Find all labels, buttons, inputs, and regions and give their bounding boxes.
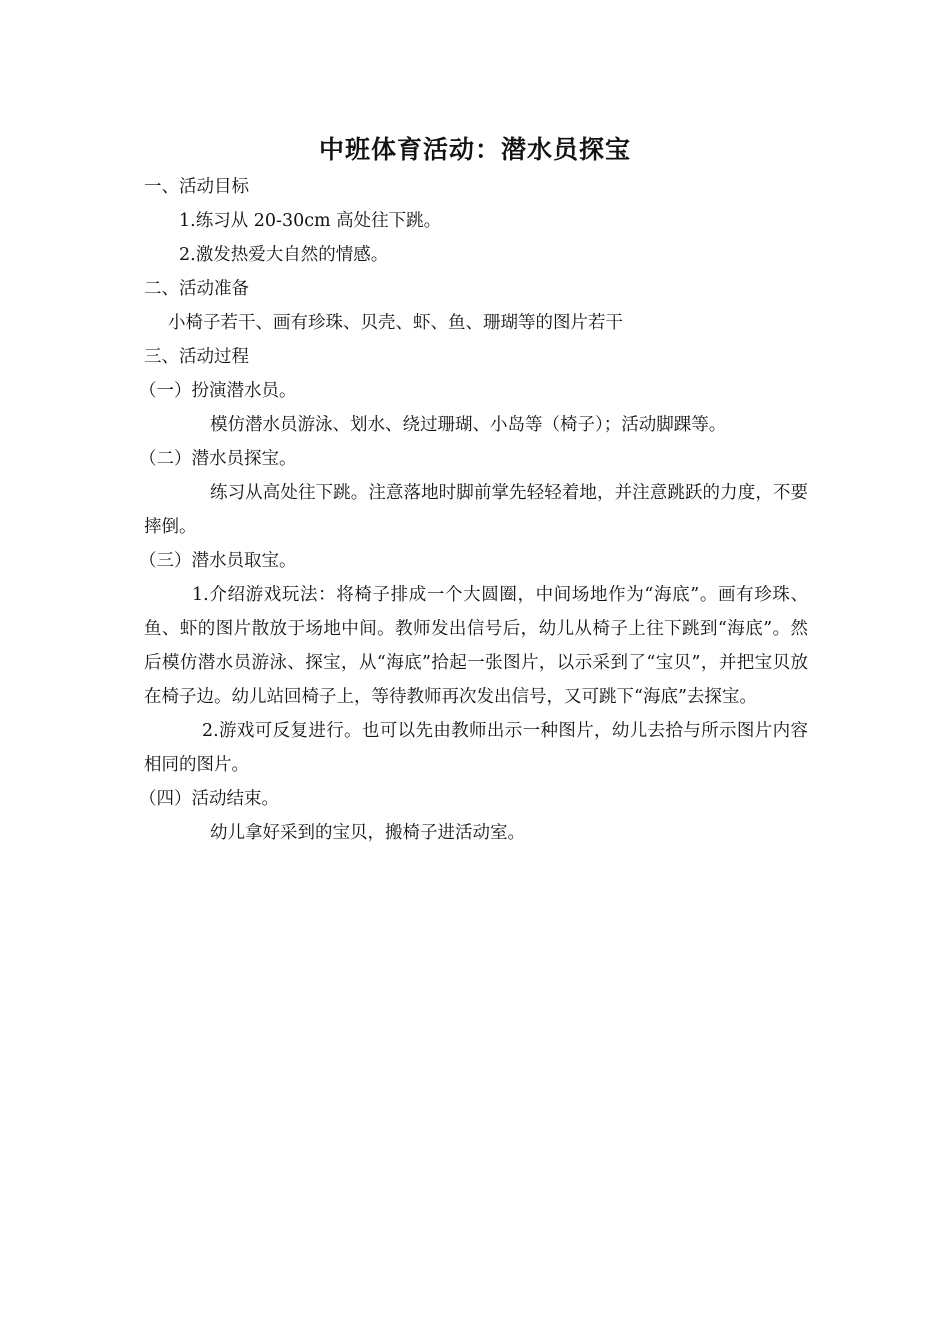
preparation-text: 小椅子若干、画有珍珠、贝壳、虾、鱼、珊瑚等的图片若干	[168, 313, 623, 333]
section-heading-process: 三、活动过程	[144, 347, 249, 367]
process-part-4-heading: （四）活动结束。	[139, 789, 279, 809]
section-heading-preparation: 二、活动准备	[144, 279, 249, 299]
process-part-3-item-1: 1.介绍游戏玩法：将椅子排成一个大圆圈，中间场地作为“海底”。画有珍珠、鱼、虾的图片散放于场地中间。教师发出信号后，幼儿从椅子上往下跳到“海底”。然后模仿潜水员游泳、探宝，从“海底”拾起一张图片，以示采到了“宝贝”，并把宝贝放在椅子边。幼儿站回椅子上，等待教师再次发出信号，又可跳下“海底”去探宝。	[144, 585, 808, 707]
process-part-2-text: 练习从高处往下跳。注意落地时脚前掌先轻轻着地，并注意跳跃的力度，不要摔倒。	[144, 483, 808, 537]
process-part-4-text: 幼儿拿好采到的宝贝，搬椅子进活动室。	[210, 823, 525, 843]
goal-item-2: 2.激发热爱大自然的情感。	[179, 245, 389, 265]
document-body	[139, 170, 808, 850]
process-part-1-heading: （一）扮演潜水员。	[139, 381, 297, 401]
process-part-3-item-2: 2.游戏可反复进行。也可以先由教师出示一种图片，幼儿去拾与所示图片内容相同的图片。	[144, 721, 808, 775]
goal-item-1: 1.练习从 20-30cm 高处往下跳。	[179, 211, 442, 231]
section-heading-goals: 一、活动目标	[144, 177, 249, 197]
page-title: 中班体育活动：潜水员探宝	[318, 135, 631, 164]
process-part-1-text: 模仿潜水员游泳、划水、绕过珊瑚、小岛等（椅子）；活动脚踝等。	[210, 415, 727, 435]
process-part-2-heading: （二）潜水员探宝。	[139, 449, 297, 469]
process-part-3-heading: （三）潜水员取宝。	[139, 551, 297, 571]
